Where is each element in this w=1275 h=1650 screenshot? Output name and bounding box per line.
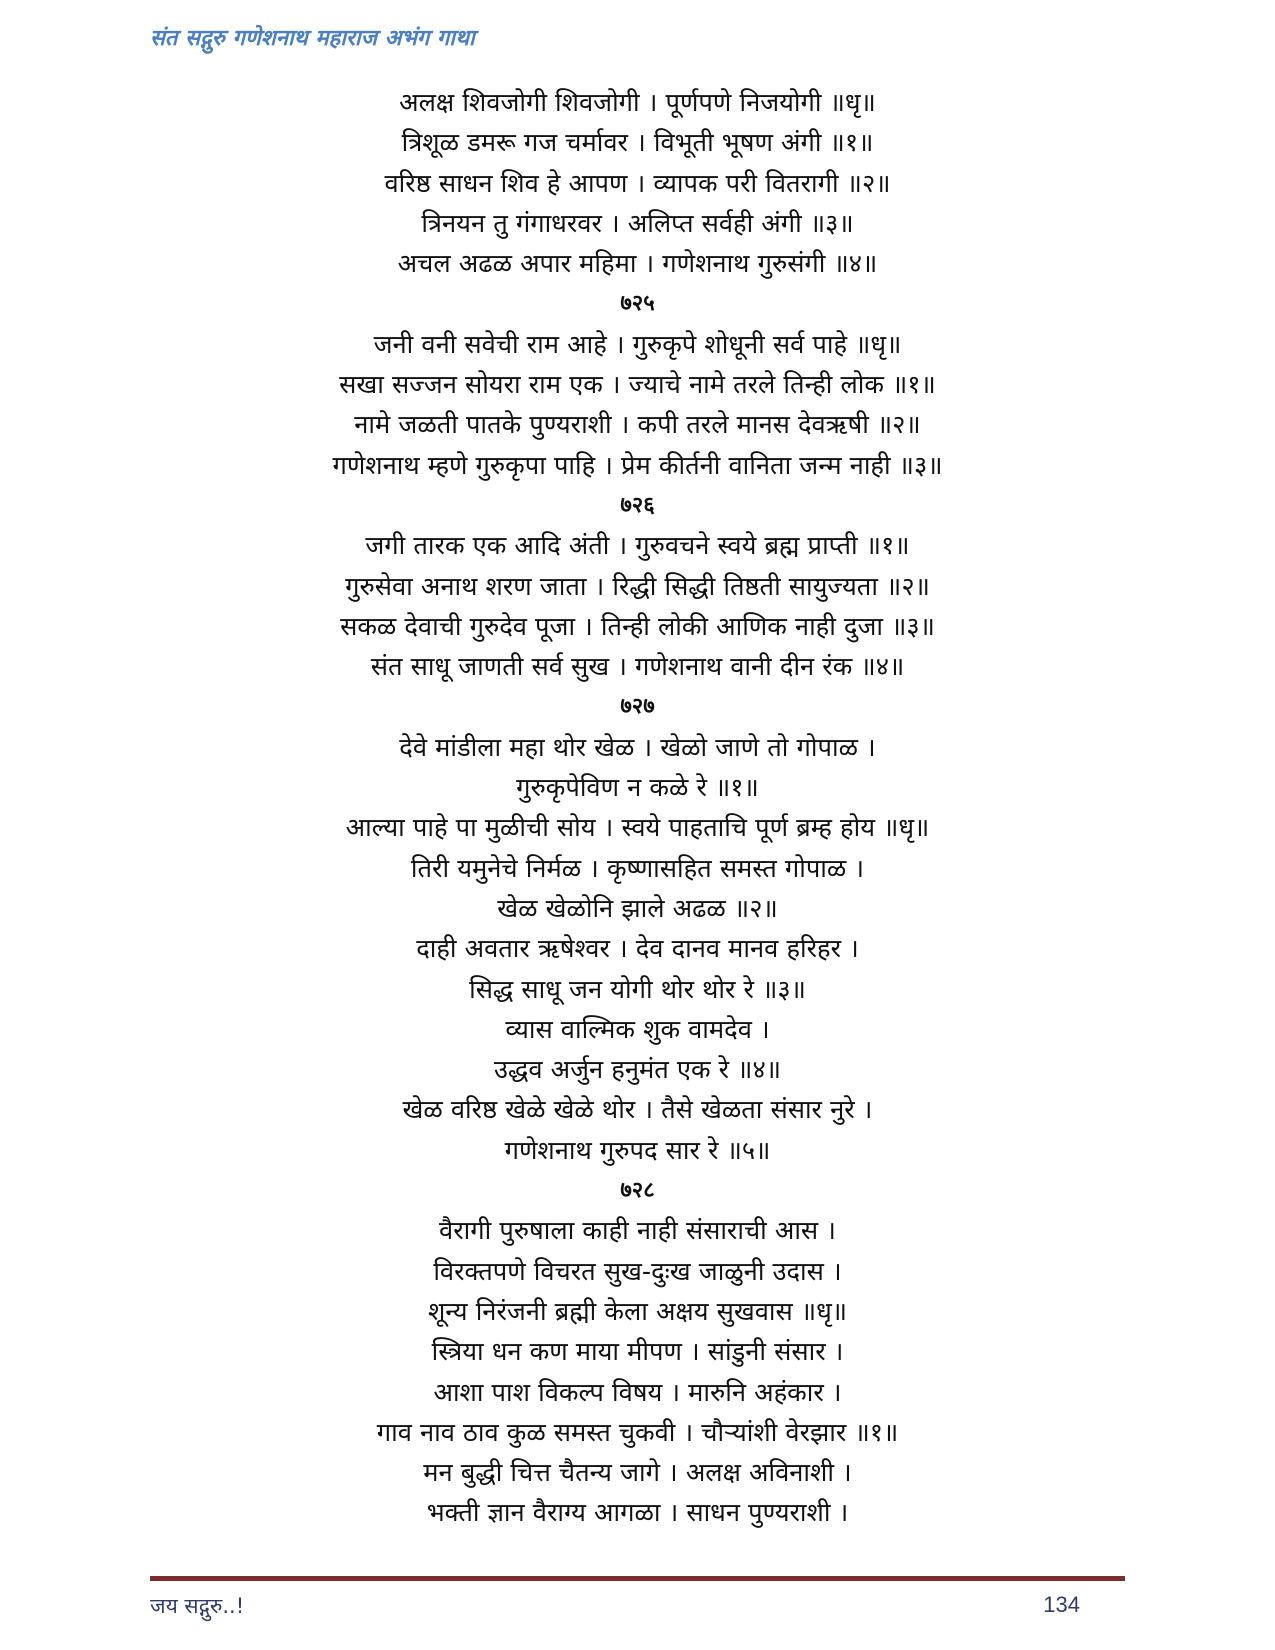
verse-line: खेळ खेळोनि झाले अढळ ॥२॥: [497, 893, 778, 924]
verse-line: गुरुकृपेविण न कळे रे ॥१॥: [516, 773, 759, 804]
verse-line: खेळ वरिष्ठ खेळे खेळे थोर । तैसे खेळता संसार नुरे ।: [402, 1095, 873, 1126]
verse-line: व्यास वाल्मिक शुक वामदेव ।: [505, 1014, 770, 1045]
verse-line: दाही अवतार ऋषेश्वर । देव दानव मानव हरिहर ।: [416, 934, 859, 965]
verse-line: उद्धव अर्जुन हनुमंत एक रे ॥४॥: [493, 1055, 781, 1086]
page-header-title: संत सद्गुरु गणेशनाथ महाराज अभंग गाथा: [150, 26, 475, 51]
verse-line: अलक्ष शिवजोगी शिवजोगी । पूर्णपणे निजयोगी ॥धृ॥: [399, 88, 876, 118]
footer-salutation: जय सद्गुरु..!: [150, 1594, 245, 1618]
verse-line: स्त्रिया धन कण माया मीपण । सांडुनी संसार ।: [431, 1337, 844, 1368]
abhang-number: ७२७: [620, 694, 655, 720]
verse-line: गाव नाव ठाव कुळ समस्त चुकवी । चौऱ्यांशी वेरझार ॥१॥: [376, 1417, 899, 1448]
verse-line: गणेशनाथ म्हणे गुरुकृपा पाहि । प्रेम कीर्तनी वानिता जन्म नाही ॥३॥: [332, 450, 943, 481]
verse-line: नामे जळती पातके पुण्यराशी । कपी तरले मानस देवऋषी ॥२॥: [354, 410, 921, 441]
verse-line: वरिष्ठ साधन शिव हे आपण । व्यापक परी वितरागी ॥२॥: [384, 168, 891, 199]
page-number: 134: [1043, 1592, 1080, 1617]
verse-line: देवे मांडीला महा थोर खेळ । खेळो जाणे तो गोपाळ ।: [399, 732, 876, 763]
verse-line: वैरागी पुरुषाला काही नाही संसाराची आस ।: [439, 1216, 836, 1247]
verse-line: तिरी यमुनेचे निर्मळ । कृष्णासहित समस्त गोपाळ ।: [410, 853, 865, 884]
abhang-number: ७२६: [620, 492, 655, 518]
abhang-text-body: [150, 83, 1125, 1534]
abhang-number: ७२५: [620, 291, 655, 317]
verse-line: त्रिनयन तु गंगाधरवर । अलिप्त सर्वही अंगी ॥३॥: [421, 208, 854, 239]
verse-line: सिद्ध साधू जन योगी थोर थोर रे ॥३॥: [469, 974, 806, 1005]
verse-line: शून्य निरंजनी ब्रह्मी केला अक्षय सुखवास ॥धृ॥: [427, 1296, 848, 1327]
verse-line: मन बुद्धी चित्त चैतन्य जागे । अलक्ष अविनाशी ।: [423, 1458, 852, 1489]
verse-line: संत साधू जाणती सर्व सुख । गणेशनाथ वानी दीन रंक ॥४॥: [370, 652, 905, 683]
verse-line: भक्ती ज्ञान वैराग्य आगळा । साधन पुण्यराशी ।: [426, 1498, 849, 1529]
verse-line: जनी वनी सवेची राम आहे । गुरुकृपे शोधूनी सर्व पाहे ॥धृ॥: [373, 329, 902, 360]
verse-line: गुरुसेवा अनाथ शरण जाता । रिद्धी सिद्धी तिष्ठती सायुज्यता ॥२॥: [345, 571, 930, 602]
verse-line: त्रिशूळ डमरू गज चर्मावर । विभूती भूषण अंगी ॥१॥: [401, 128, 874, 159]
verse-line: गणेशनाथ गुरुपद सार रे ॥५॥: [504, 1135, 771, 1166]
verse-line: अचल अढळ अपार महिमा । गणेशनाथ गुरुसंगी ॥४॥: [397, 249, 878, 280]
verse-line: सकळ देवाची गुरुदेव पूजा । तिन्ही लोकी आणिक नाही दुजा ॥३॥: [340, 611, 935, 642]
verse-line: आल्या पाहे पा मुळीची सोय । स्वये पाहताचि पूर्ण ब्रम्ह होय ॥धृ॥: [345, 813, 930, 844]
verse-line: आशा पाश विकल्प विषय । मारुनि अहंकार ।: [433, 1377, 842, 1408]
verse-line: सखा सज्जन सोयरा राम एक । ज्याचे नामे तरले तिन्ही लोक ॥१॥: [339, 370, 936, 401]
verse-line: विरक्तपणे विचरत सुख-दुःख जाळुनी उदास ।: [433, 1256, 842, 1287]
verse-line: जगी तारक एक आदि अंती । गुरुवचने स्वये ब्रह्म प्राप्ती ॥१॥: [365, 531, 910, 562]
footer-divider: [150, 1576, 1125, 1581]
abhang-number: ७२८: [620, 1178, 655, 1204]
